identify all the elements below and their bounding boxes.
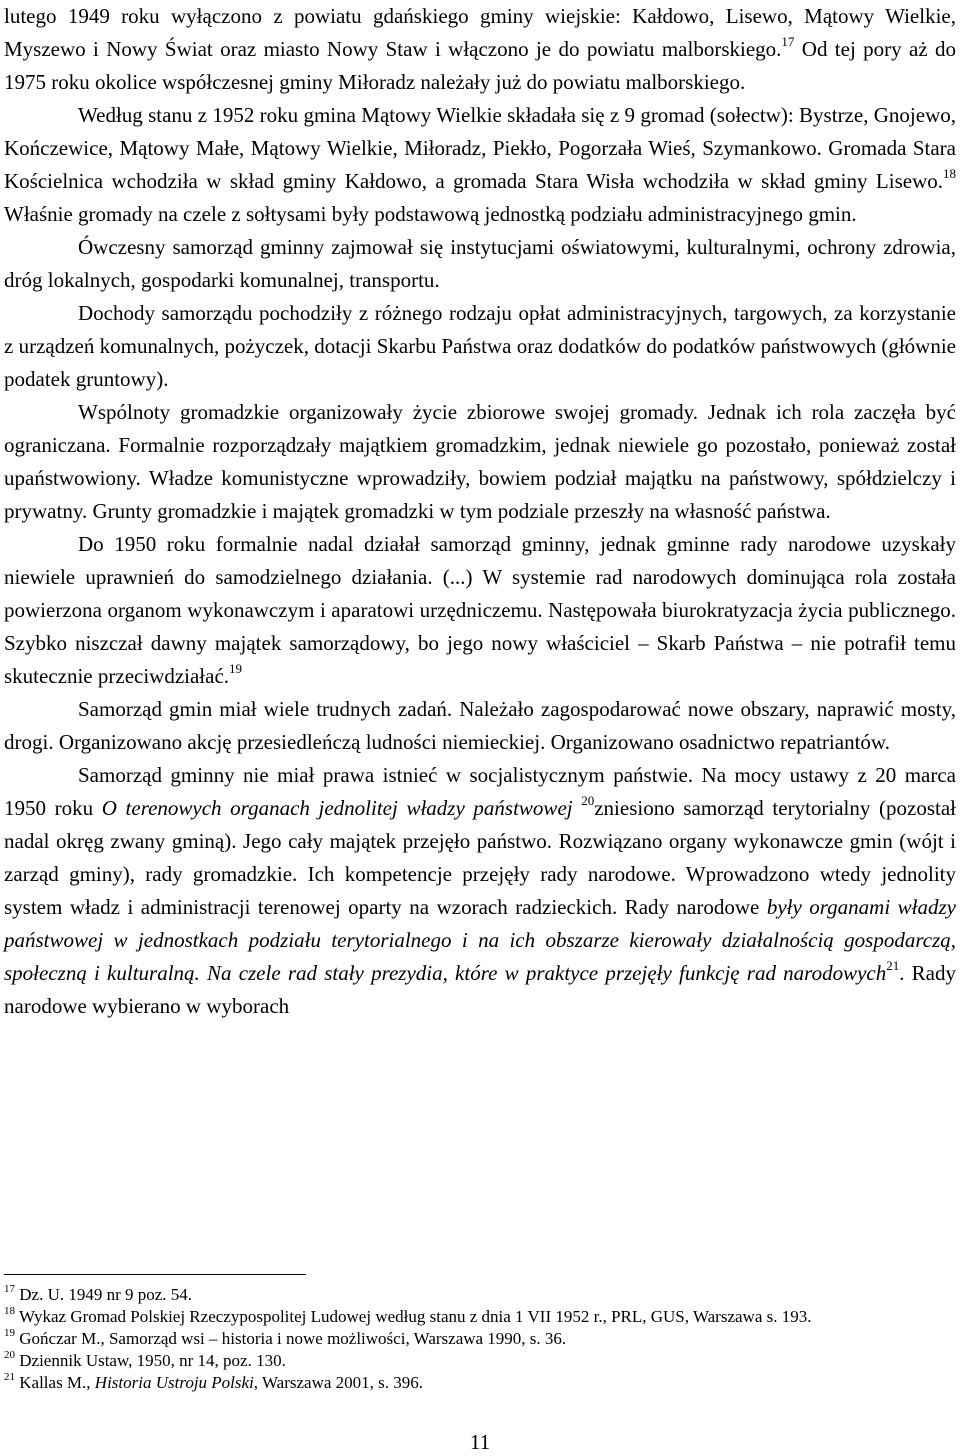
footnote-ref-21[interactable]: 21 — [886, 958, 900, 973]
footnote-ref-19[interactable]: 19 — [229, 661, 243, 676]
footnote-ref-18[interactable]: 18 — [943, 166, 956, 181]
paragraph-8-text-a: Samorząd gminny nie miał prawa istnieć w socjalistycznym państwie. Na mocy ustawy z 20 marca 1950 roku — [4, 763, 956, 820]
footnote-18 — [4, 1306, 956, 1328]
footnote-author: Kallas M., — [19, 1373, 95, 1392]
body-text — [4, 0, 956, 1023]
footnote-20 — [4, 1350, 956, 1372]
footnote-ref-17[interactable]: 17 — [781, 34, 795, 49]
paragraph-4: Dochody samorządu pochodziły z różnego rodzaju opłat administracyjnych, targowych, za korzystanie z urządzeń komunalnych, pożyczek, dotacji Skarbu Państwa oraz dodatków do podatków państwowych (głównie podatek gruntowy). — [4, 301, 956, 391]
act-title-italic: O terenowych organach jednolitej władzy państwowej — [101, 796, 573, 820]
paragraph-5: Wspólnoty gromadzkie organizowały życie zbiorowe swojej gromady. Jednak ich rola zaczęła być ograniczana. Formalnie rozporządzały majątkiem gromadzkim, jednak niewiele go pozostało, ponieważ został upaństwowiony. Władze komunistyczne wprowadziły, bowiem podział majątku na państwowy, spółdzielczy i prywatny. Grunty gromadzkie i majątek gromadzki w tym podziale przeszły na własność państwa. — [4, 400, 956, 523]
footnote-ref-20[interactable]: 20 — [581, 793, 595, 808]
footnote-number: 21 — [4, 1371, 15, 1384]
footnote-separator — [4, 1274, 306, 1275]
paragraph-7: Samorząd gmin miał wiele trudnych zadań. Należało zagospodarować nowe obszary, naprawić mosty, drogi. Organizowano akcję przesiedleńczą ludności niemieckiej. Organizowano osadnictwo repatriantów. — [4, 697, 956, 754]
footnote-text: Dz. U. 1949 nr 9 poz. 54. — [19, 1285, 193, 1304]
footnote-19 — [4, 1328, 956, 1350]
footnote-number: 19 — [4, 1327, 15, 1340]
footnote-text: Dziennik Ustaw, 1950, nr 14, poz. 130. — [19, 1351, 286, 1370]
footnote-text: Wykaz Gromad Polskiej Rzeczypospolitej Ludowej według stanu z dnia 1 VII 1952 r., PRL, GUS, Warszawa s. 193. — [18, 1307, 812, 1326]
footnote-text: Gończar M., Samorząd wsi – historia i nowe możliwości, Warszawa 1990, s. 36. — [19, 1329, 567, 1348]
paragraph-8-text-c: . Rady narodowe wybierano w wyborach — [4, 961, 956, 1018]
footnotes-section — [4, 1284, 956, 1394]
paragraph-8-text-b: zniesiono samorząd terytorialny (pozostał nadal okręg zwany gminą). Jego cały majątek przejęło państwo. Rozwiązano organy wykonawcze gmin (wójt i zarząd gminy), rady gromadzkie. Ich kompetencje przejęły rady narodowe. Wprowadzono wtedy jednolity system władz i administracji terenowej oparty na wzorach radzieckich. Rady narodowe — [4, 796, 956, 919]
footnote-number: 17 — [4, 1283, 15, 1296]
footnote-number: 20 — [4, 1349, 15, 1362]
paragraph-2-text-a: Według stanu z 1952 roku gmina Mątowy Wielkie składała się z 9 gromad (sołectw): Bystrze, Gnojewo, Kończewice, Mątowy Małe, Mątowy Wielkie, Miłoradz, Piekło, Pogorzała Wieś, Szymankowo. Gromada Stara Kościelnica wchodziła w skład gminy Kałdowo, a gromada Stara Wisła wchodziła w skład gminy Lisewo. — [4, 103, 956, 193]
footnote-21 — [4, 1372, 956, 1394]
page-number: 11 — [469, 1430, 491, 1454]
paragraph-1-text-a: lutego 1949 roku wyłączono z powiatu gdańskiego gminy wiejskie: Kałdowo, Lisewo, Mątowy Wielkie, Myszewo i Nowy Świat oraz miasto Nowy Staw i włączono je do powiatu malborskiego. — [4, 4, 956, 61]
footnote-text: , Warszawa 2001, s. 396. — [253, 1373, 424, 1392]
paragraph-2 — [4, 99, 956, 231]
footnote-17 — [4, 1284, 956, 1306]
paragraph-3: Ówczesny samorząd gminny zajmował się instytucjami oświatowymi, kulturalnymi, ochrony zdrowia, dróg lokalnych, gospodarki komunalnej, transportu. — [4, 235, 956, 292]
paragraph-1-text-b: Od tej pory aż do 1975 roku okolice współczesnej gminy Miłoradz należały już do powiatu malborskiego. — [4, 37, 956, 94]
footnote-number: 18 — [4, 1305, 15, 1318]
quote-italic: były organami władzy państwowej w jednostkach podziału terytorialnego i na ich obszarze kierowały działalnością gospodarczą, społeczną i kulturalną. Na czele rad stały prezydia, które w praktyce przejęły funkcję rad narodowych — [4, 895, 956, 985]
footnote-book-title: Historia Ustroju Polski — [94, 1373, 254, 1392]
paragraph-6-text: Do 1950 roku formalnie nadal działał samorząd gminny, jednak gminne rady narodowe uzyskały niewiele uprawnień do samodzielnego działania. (...) W systemie rad narodowych dominująca rola została powierzona organom wykonawczym i aparatowi urzędniczemu. Następowała biurokratyzacja życia publicznego. Szybko niszczał dawny majątek samorządowy, bo jego nowy właściciel – Skarb Państwa – nie potrafił temu skutecznie przeciwdziałać. — [4, 532, 956, 688]
paragraph-8 — [4, 759, 956, 1023]
paragraph-1 — [4, 0, 956, 99]
paragraph-6 — [4, 528, 956, 693]
paragraph-2-text-b: Właśnie gromady na czele z sołtysami były podstawową jednostką podziału administracyjnego gmin. — [4, 202, 857, 226]
